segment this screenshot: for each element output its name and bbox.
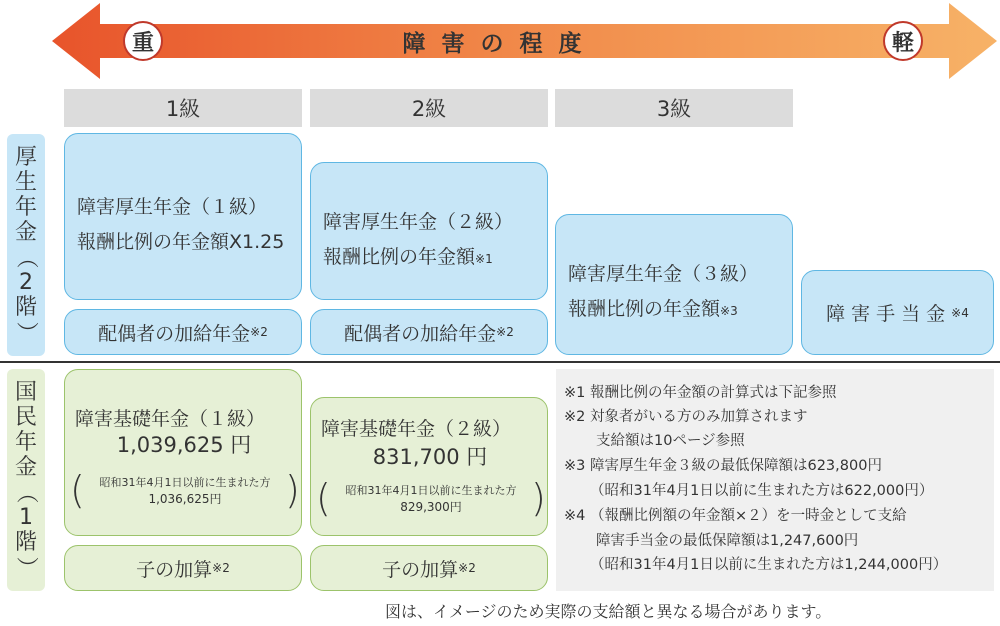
kokumin-grade1-amount: 1,039,625 円	[116, 433, 252, 457]
label-char: 階	[14, 295, 37, 320]
label-char: ）	[13, 321, 39, 344]
paren-close: )	[285, 468, 300, 512]
kousei-grade1-box	[64, 133, 302, 300]
teate-label: 障害手当金	[826, 303, 952, 325]
note-4-sub: 障害手当金の最低保障額は1,247,600円	[596, 533, 859, 549]
note-2: ※2 対象者がいる方のみ加算されます	[564, 409, 808, 425]
kokumin-grade1-old-label: 昭和31年4月1日以前に生まれた方	[99, 476, 271, 489]
label-char: 厚	[14, 145, 37, 170]
note-ref: ※2	[458, 561, 476, 575]
note-ref: ※2	[212, 561, 230, 575]
kokumin-grade1-title: 障害基礎年金（１級）	[75, 408, 266, 430]
kousei-grade3-amount-line	[568, 294, 792, 321]
paren-open: (	[316, 476, 331, 520]
spouse-addition-box-2	[310, 309, 548, 355]
teate-box	[801, 270, 994, 355]
label-char: 生	[14, 170, 37, 195]
note-4: ※4 （報酬比例額の年金額×２）を一時金として支給	[564, 508, 907, 524]
label-char: 2	[19, 270, 33, 295]
kousei-grade2-amount-line	[323, 242, 547, 269]
label-char: 1	[19, 505, 33, 530]
paren-open: (	[70, 468, 85, 512]
arrow-title: 障害の程度	[402, 31, 598, 57]
section-divider	[0, 361, 1000, 363]
kousei-grade1-amount: 報酬比例の年金額X1.25	[77, 231, 285, 253]
label-char: 年	[14, 430, 37, 455]
label-char: 国	[14, 380, 37, 405]
note-3: ※3 障害厚生年金３級の最低保障額は623,800円	[564, 458, 882, 474]
notes-panel	[556, 369, 994, 591]
kousei-grade3-title: 障害厚生年金（３級）	[568, 263, 759, 285]
severe-pole-label: 重	[123, 21, 163, 61]
spouse-addition-box-1	[64, 309, 302, 355]
note-4-sub2: （昭和31年4月1日以前に生まれた方は1,244,000円）	[590, 557, 948, 573]
grade-header-2: 2級	[310, 89, 548, 127]
note-ref: ※2	[496, 325, 514, 339]
kousei-grade2-amount: 報酬比例の年金額	[323, 246, 476, 268]
kousei-grade3-box	[555, 214, 793, 355]
child-addition-box-2	[310, 545, 548, 591]
grade-header-3: 3級	[555, 89, 793, 127]
label-char: 民	[14, 405, 37, 430]
label-char: 階	[14, 530, 37, 555]
note-ref: ※1	[475, 252, 493, 266]
kousei-nenkin-label	[7, 134, 45, 356]
spouse-addition-label: 配偶者の加給年金	[344, 322, 497, 345]
child-addition-label: 子の加算	[382, 558, 459, 581]
note-1: ※1 報酬比例の年金額の計算式は下記参照	[564, 385, 837, 401]
kokumin-grade2-old-amount: 829,300円	[400, 500, 462, 514]
label-char: （	[13, 246, 39, 269]
note-ref: ※4	[951, 305, 969, 320]
label-char: 年	[14, 195, 37, 220]
kousei-grade2-title: 障害厚生年金（２級）	[323, 211, 514, 233]
note-3-sub: （昭和31年4月1日以前に生まれた方は622,000円）	[590, 483, 934, 499]
kousei-grade3-amount: 報酬比例の年金額	[568, 298, 721, 320]
kousei-grade2-box	[310, 162, 548, 300]
note-ref: ※2	[250, 325, 268, 339]
kokumin-grade2-title: 障害基礎年金（２級）	[321, 418, 512, 440]
paren-close: )	[531, 476, 546, 520]
kokumin-nenkin-label	[7, 369, 45, 591]
grade-header-1: 1級	[64, 89, 302, 127]
kokumin-grade1-old-amount: 1,036,625円	[148, 492, 222, 506]
note-ref: ※3	[720, 304, 738, 318]
mild-pole-label: 軽	[883, 21, 923, 61]
child-addition-box-1	[64, 545, 302, 591]
kokumin-grade2-box	[310, 397, 548, 536]
spouse-addition-label: 配偶者の加給年金	[98, 322, 251, 345]
kokumin-grade1-box	[64, 369, 302, 536]
label-char: （	[13, 481, 39, 504]
child-addition-label: 子の加算	[136, 558, 213, 581]
footer-disclaimer: 図は、イメージのため実際の支給額と異なる場合があります。	[385, 602, 832, 621]
label-char: 金	[14, 220, 37, 245]
note-2-sub: 支給額は10ページ参照	[596, 433, 745, 449]
kokumin-grade2-old-label: 昭和31年4月1日以前に生まれた方	[345, 484, 517, 497]
kousei-grade1-title: 障害厚生年金（１級）	[77, 196, 268, 218]
label-char: 金	[14, 455, 37, 480]
label-char: ）	[13, 556, 39, 579]
kokumin-grade2-amount: 831,700 円	[372, 445, 488, 469]
